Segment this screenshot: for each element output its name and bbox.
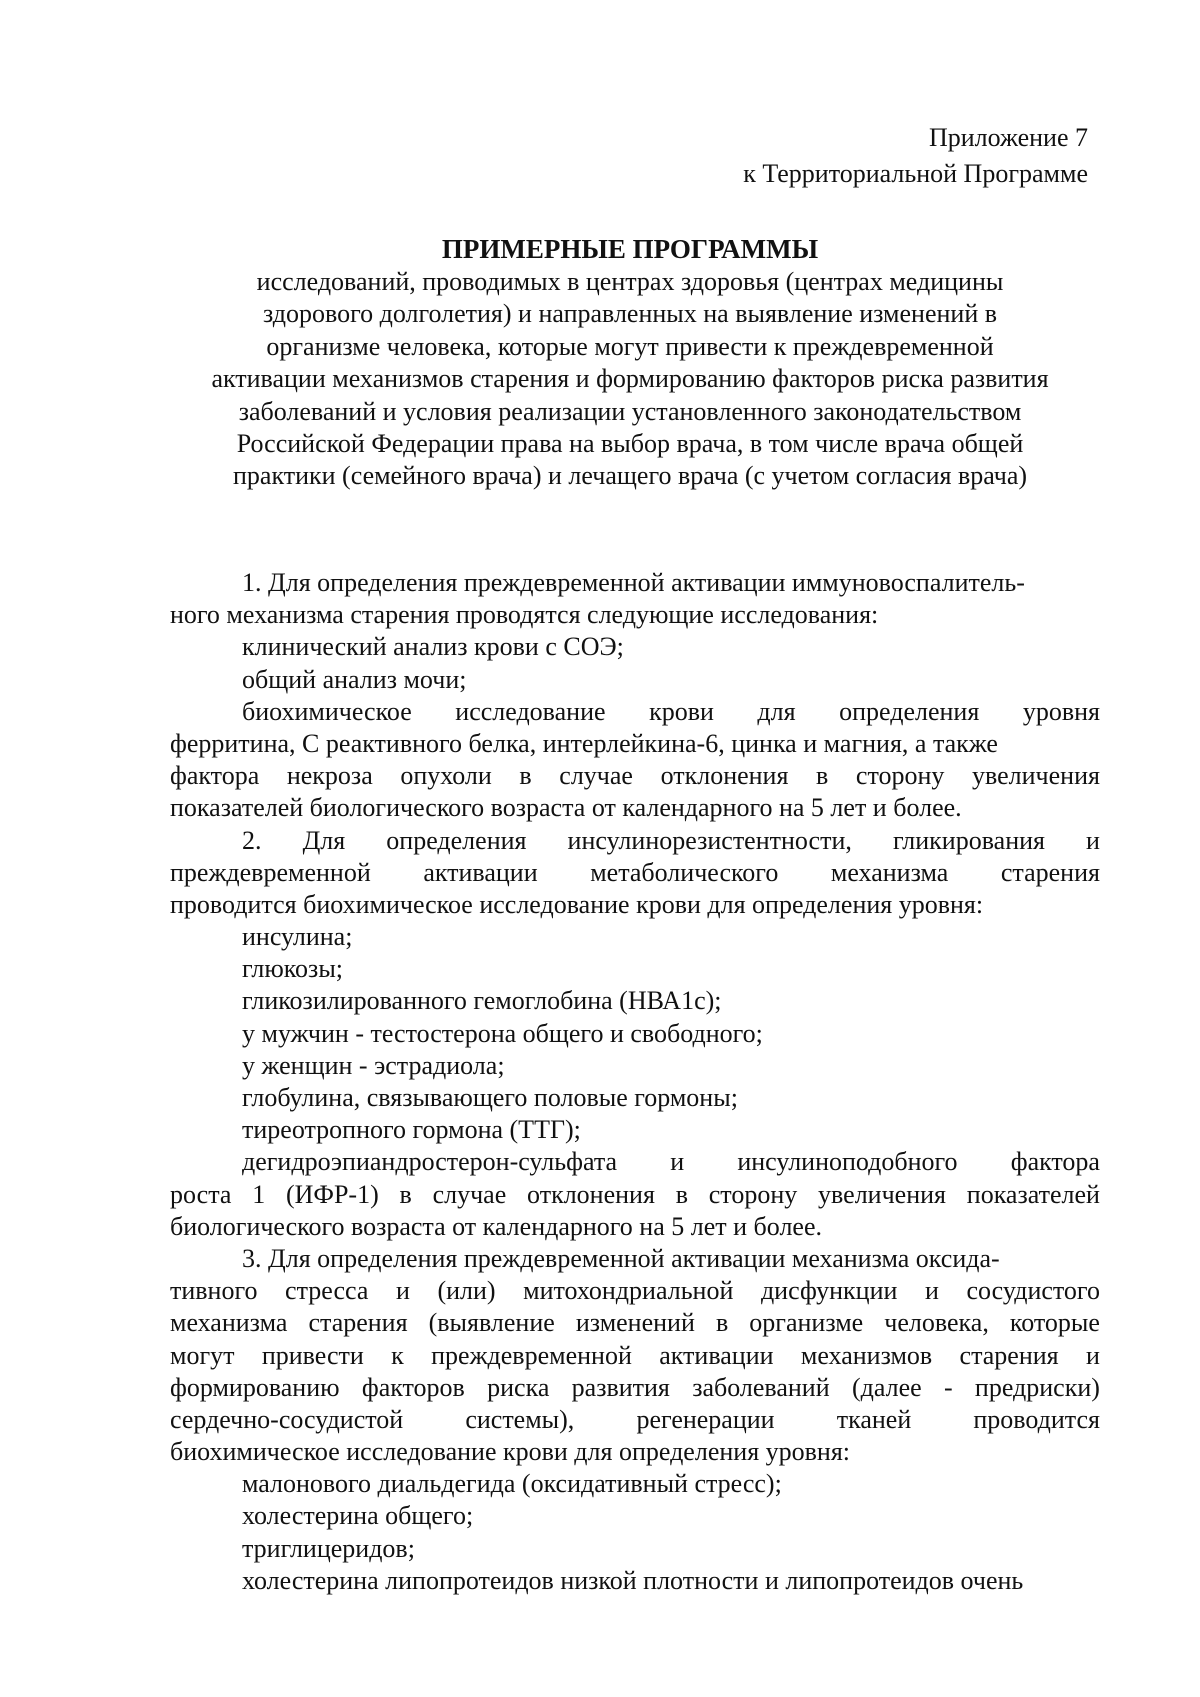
word: стресса [285, 1276, 369, 1306]
word: дисфункции [760, 1276, 898, 1306]
word: - [943, 1372, 953, 1402]
word: предриски) [974, 1372, 1100, 1402]
word: дегидроэпиандростерон-сульфата [242, 1147, 618, 1177]
body-line: проводится биохимическое исследование крови для определения уровня: [170, 889, 984, 919]
word: проводится [973, 1404, 1100, 1434]
appendix-number: Приложение 7 [928, 123, 1088, 152]
word: в [519, 761, 532, 791]
body-line: 3. Для определения преждевременной активации механизма оксида- [242, 1243, 1000, 1273]
word: и [670, 1147, 685, 1177]
word: (ИФР-1) [285, 1179, 379, 1209]
subtitle-line: здорового долголетия) и направленных на выявление изменений в [262, 299, 998, 329]
list-item: общий анализ мочи; [242, 664, 467, 694]
body-line: 1. Для определения преждевременной активации иммуновоспалитель- [242, 568, 1025, 597]
list-item: триглицеридов; [242, 1533, 415, 1563]
body-line: ферритина, С реактивного белка, интерлейкина-6, цинка и магния, а также [170, 728, 998, 758]
word: случае [432, 1179, 507, 1209]
word: сторону [708, 1179, 798, 1209]
word: активации [423, 857, 538, 887]
body-line [170, 760, 1100, 792]
word: человека, [884, 1308, 989, 1338]
list-item: у женщин - эстрадиола; [242, 1050, 505, 1080]
word: некроза [286, 761, 373, 791]
list-item: тиреотропного гормона (ТТГ); [242, 1115, 581, 1145]
word: в [816, 761, 829, 791]
word: роста [170, 1179, 232, 1209]
list-item: инсулина; [242, 922, 353, 952]
word: Для [302, 825, 346, 855]
word: исследование [455, 696, 606, 726]
word: определения [839, 696, 980, 726]
body-line [170, 1275, 1100, 1307]
word: показателей [966, 1179, 1100, 1209]
word: к [391, 1340, 404, 1370]
word: и [395, 1276, 410, 1306]
word: старения [308, 1308, 408, 1338]
word: биохимическое [242, 696, 412, 726]
list-item: у мужчин - тестостерона общего и свободного; [242, 1018, 763, 1048]
word: и [1086, 825, 1100, 855]
word: в [715, 1308, 729, 1338]
subtitle-line: активации механизмов старения и формированию факторов риска развития [211, 364, 1049, 394]
body-line: биологического возраста от календарного на 5 лет и более. [170, 1211, 822, 1241]
document-subtitle [150, 266, 1110, 493]
word: отклонения [660, 761, 789, 791]
word: изменений [575, 1308, 695, 1338]
word: развития [571, 1372, 670, 1402]
document-title: ПРИМЕРНЫЕ ПРОГРАММЫ [441, 234, 819, 264]
body-line [170, 1307, 1100, 1339]
list-item [170, 696, 1100, 728]
word: случае [559, 761, 633, 791]
subtitle-line: Российской Федерации права на выбор врача, в том числе врача общей [236, 429, 1024, 459]
body-line [170, 1404, 1100, 1436]
word: заболеваний [692, 1372, 830, 1402]
list-item: малонового диальдегида (оксидативный стресс); [242, 1469, 782, 1499]
word: преждевременной [170, 857, 371, 887]
word: увеличения [818, 1179, 946, 1209]
word: фактора [170, 761, 260, 791]
word: организме [749, 1308, 864, 1338]
appendix-header [743, 120, 1088, 192]
list-item: глобулина, связывающего половые гормоны; [242, 1083, 738, 1112]
word: гликирования [892, 825, 1045, 855]
document-body [170, 567, 1100, 1597]
word: уровня [1022, 696, 1100, 726]
body-line [170, 1179, 1100, 1211]
body-line [170, 825, 1100, 857]
word: факторов [361, 1372, 465, 1402]
word: в [399, 1179, 412, 1209]
word: крови [649, 696, 714, 726]
body-line [170, 1372, 1100, 1404]
word: (выявление [428, 1308, 555, 1338]
word: (далее [851, 1372, 922, 1402]
word: (или) [437, 1276, 496, 1306]
word: системы), [465, 1404, 575, 1434]
word: для [757, 696, 796, 726]
subtitle-line: исследований, проводимых в центрах здоровья (центрах медицины [256, 267, 1004, 296]
body-line: показателей биологического возраста от календарного на 5 лет и более. [170, 793, 962, 823]
word: и [925, 1276, 939, 1306]
word: определения [386, 825, 527, 855]
body-line [170, 1340, 1100, 1372]
word: регенерации [636, 1404, 775, 1434]
word: активации [659, 1340, 774, 1370]
word: привести [261, 1340, 364, 1370]
subtitle-line: организме человека, которые могут привести к преждевременной [266, 331, 994, 361]
word: сердечно-сосудистой [170, 1404, 404, 1434]
appendix-reference: к Территориальной Программе [743, 159, 1088, 188]
body-line [170, 857, 1100, 889]
word: инсулиноподобного [737, 1147, 958, 1177]
subtitle-line: практики (семейного врача) и лечащего врача (с учетом согласия врача) [232, 461, 1028, 491]
word: 1 [252, 1179, 266, 1209]
list-item: глюкозы; [242, 954, 344, 984]
word: которые [1009, 1308, 1100, 1338]
word: могут [170, 1340, 235, 1370]
word: старения [1000, 857, 1100, 887]
subtitle-line: заболеваний и условия реализации установленного законодательством [238, 396, 1022, 426]
word: опухоли [400, 761, 492, 791]
word: метаболического [590, 857, 779, 887]
word: инсулинорезистентности, [567, 825, 852, 855]
body-line: ного механизма старения проводятся следующие исследования: [170, 600, 879, 630]
body-line: биохимическое исследование крови для определения уровня: [170, 1437, 851, 1467]
word: в [675, 1179, 688, 1209]
list-item: холестерина липопротеидов низкой плотности и липопротеидов очень [242, 1565, 1024, 1595]
word: отклонения [527, 1179, 655, 1209]
word: и [1085, 1340, 1100, 1370]
list-item [170, 1146, 1100, 1178]
word: преждевременной [431, 1340, 632, 1370]
word: механизма [830, 857, 949, 887]
word: сосудистого [966, 1276, 1100, 1306]
word: увеличения [971, 761, 1100, 791]
word: сторону [855, 761, 945, 791]
word: тивного [170, 1276, 258, 1306]
list-item: клинический анализ крови с СОЭ; [242, 632, 624, 662]
list-item: холестерина общего; [242, 1501, 474, 1531]
list-item: гликозилированного гемоглобина (НВА1с); [242, 986, 722, 1016]
word: старения [959, 1340, 1059, 1370]
word: механизмов [800, 1340, 933, 1370]
word: фактора [1010, 1147, 1100, 1177]
word: риска [487, 1372, 550, 1402]
word: механизма [170, 1308, 288, 1338]
word: митохондриальной [523, 1276, 734, 1306]
word: 2. [242, 825, 262, 855]
word: тканей [836, 1404, 912, 1434]
word: формированию [170, 1372, 340, 1402]
